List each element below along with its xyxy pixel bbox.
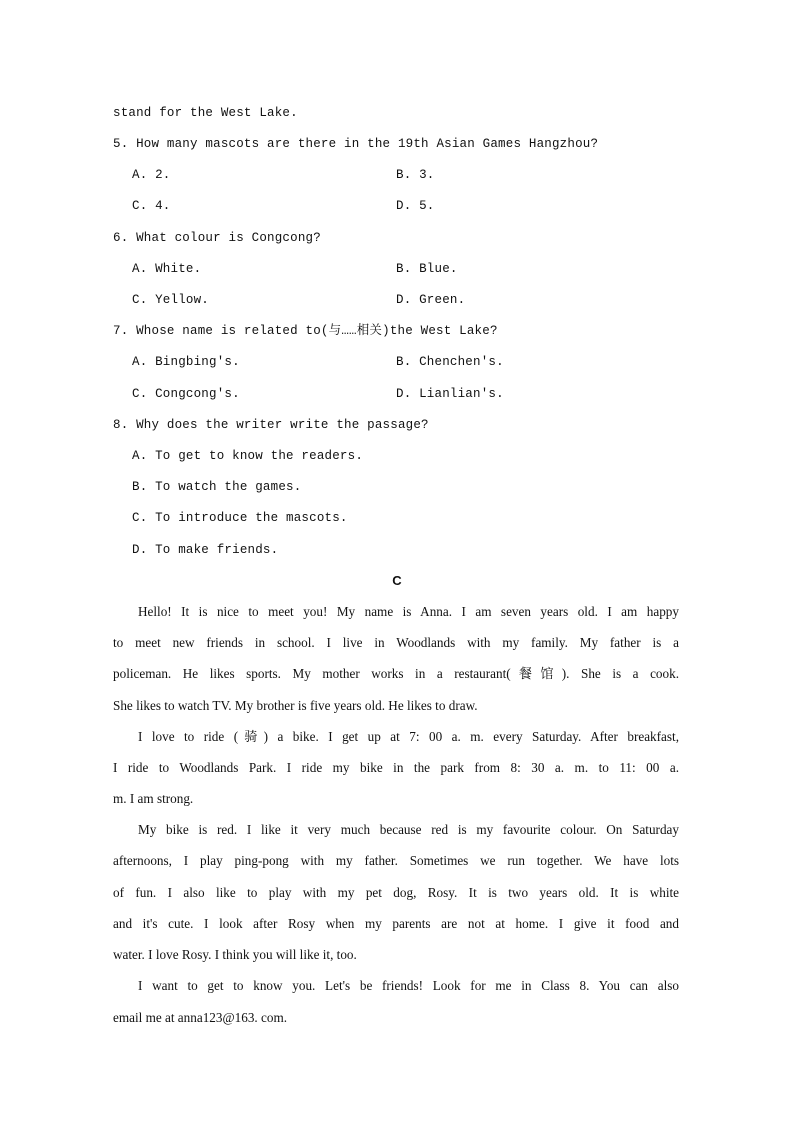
passage-line: I ride to Woodlands Park. I ride my bike in the park from 8: 30 a. m. to 11: 00 a. <box>113 760 679 775</box>
question-7-option-a: A. Bingbing's. <box>132 355 240 369</box>
question-6-option-c: C. Yellow. <box>132 293 210 307</box>
passage-line: m. I am strong. <box>113 791 194 806</box>
question-8-option-a: A. To get to know the readers. <box>132 449 364 463</box>
question-8-option-b: B. To watch the games. <box>132 480 302 494</box>
intro-tail-text: stand for the West Lake. <box>113 106 298 120</box>
question-5-stem: 5. How many mascots are there in the 19th Asian Games Hangzhou? <box>113 137 599 151</box>
question-6-stem: 6. What colour is Congcong? <box>113 231 321 245</box>
passage-line: I want to get to know you. Let's be friends! Look for me in Class 8. You can also <box>138 978 679 993</box>
question-6-option-d: D. Green. <box>396 293 466 307</box>
question-7-option-c: C. Congcong's. <box>132 387 240 401</box>
passage-line: She likes to watch TV. My brother is five years old. He likes to draw. <box>113 698 478 713</box>
question-7-option-d: D. Lianlian's. <box>396 387 504 401</box>
question-5-option-c: C. 4. <box>132 199 171 213</box>
question-8-stem: 8. Why does the writer write the passage? <box>113 418 429 432</box>
question-5-option-a: A. 2. <box>132 168 171 182</box>
passage-line: and it's cute. I look after Rosy when my parents are not at home. I give it food and <box>113 916 679 931</box>
passage-line: to meet new friends in school. I live in Woodlands with my family. My father is a <box>113 635 679 650</box>
question-6-option-b: B. Blue. <box>396 262 458 276</box>
passage-line: policeman. He likes sports. My mother works in a restaurant(餐馆). She is a cook. <box>113 666 679 681</box>
passage-line: I love to ride (骑) a bike. I get up at 7: 00 a. m. every Saturday. After breakfast, <box>138 729 679 744</box>
passage-line: Hello! It is nice to meet you! My name is Anna. I am seven years old. I am happy <box>138 604 679 619</box>
question-8-option-c: C. To introduce the mascots. <box>132 511 348 525</box>
question-5-option-b: B. 3. <box>396 168 435 182</box>
passage-line: water. I love Rosy. I think you will like it, too. <box>113 947 357 962</box>
question-7-stem: 7. Whose name is related to(与……相关)the West Lake? <box>113 324 498 338</box>
passage-line: afternoons, I play ping-pong with my father. Sometimes we run together. We have lots <box>113 853 679 868</box>
passage-line: email me at anna123@163. com. <box>113 1010 288 1025</box>
question-8-option-d: D. To make friends. <box>132 543 279 557</box>
question-7-option-b: B. Chenchen's. <box>396 355 504 369</box>
passage-line: My bike is red. I like it very much because red is my favourite colour. On Saturday <box>138 822 679 837</box>
section-heading: C <box>392 573 402 588</box>
question-6-option-a: A. White. <box>132 262 202 276</box>
question-5-option-d: D. 5. <box>396 199 435 213</box>
passage-line: of fun. I also like to play with my pet dog, Rosy. It is two years old. It is white <box>113 885 679 900</box>
